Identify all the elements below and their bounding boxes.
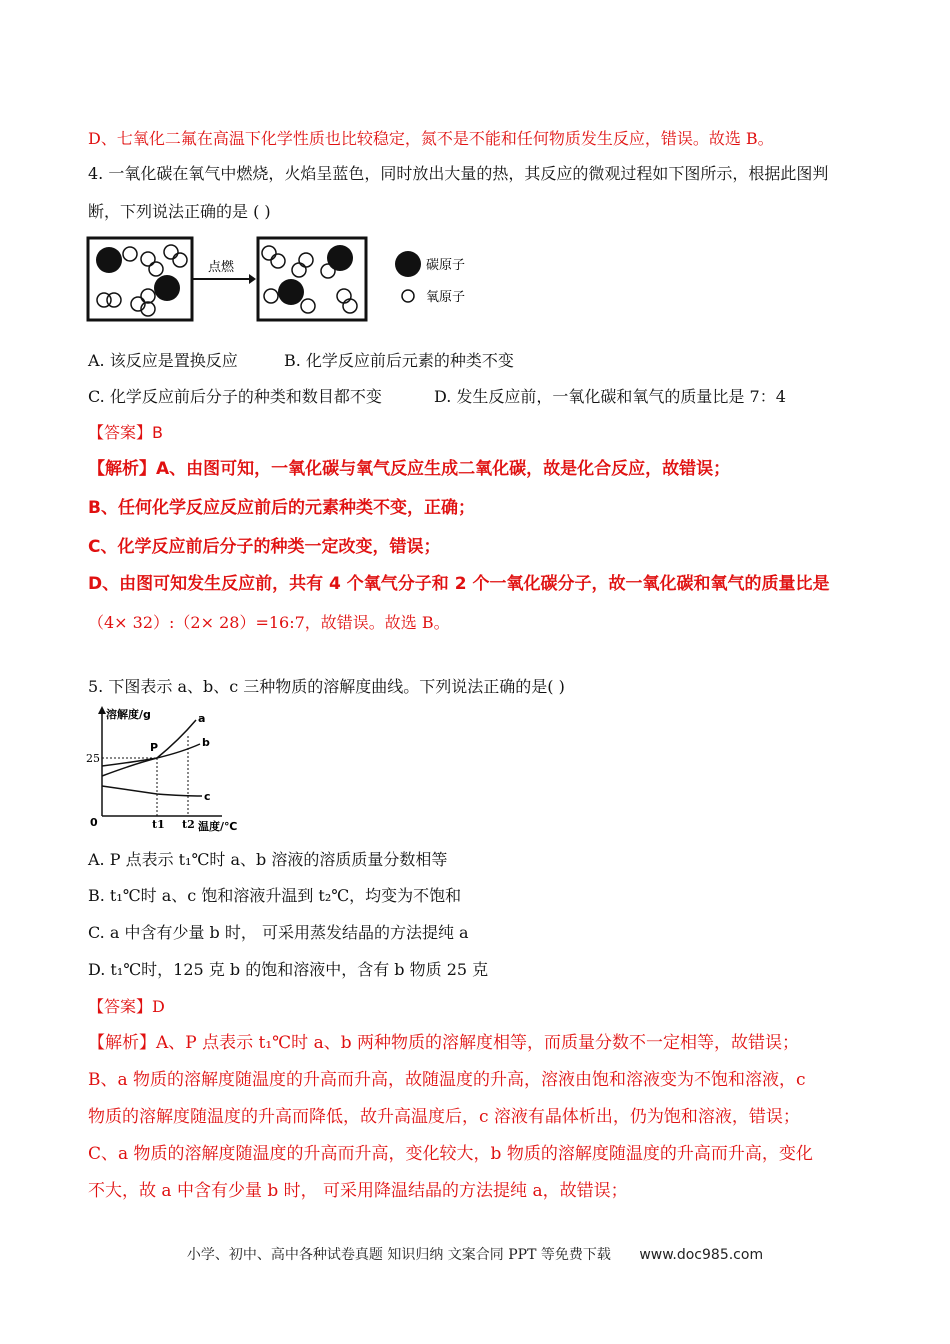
q4-analysis-2: B、任何化学反应反应前后的元素种类不变，正确； (88, 498, 475, 518)
q4-option-b: B. 化学反应前后元素的种类不变 (284, 351, 514, 370)
q5-analysis-1: 【解析】A、P 点表示 t₁℃时 a、b 两种物质的溶解度相等，而质量分数不一定相等，故错误； (88, 1033, 800, 1053)
y-axis-arrow (98, 706, 106, 714)
footer-url[interactable]: www.doc985.com (639, 1247, 764, 1263)
q5-analysis-4: C、a 物质的溶解度随温度的升高而升高，变化较大，b 物质的溶解度随温度的升高而升高，变化 (88, 1144, 813, 1164)
legend-carbon-icon (395, 251, 421, 277)
carbon-atom (327, 245, 353, 271)
carbon-atom (96, 247, 122, 273)
prev-analysis-d: D、七氧化二氟在高温下化学性质也比较稳定，氮不是不能和任何物质发生反应，错误。故选 B。 (88, 129, 774, 148)
curve-b-label: b (202, 736, 210, 749)
q5-analysis-2: B、a 物质的溶解度随温度的升高而升高，故随温度的升高，溶液由饱和溶液变为不饱和溶液，c (88, 1070, 806, 1090)
reaction-diagram (86, 236, 486, 326)
q5-option-d: D. t₁℃时，125 克 b 的饱和溶液中，含有 b 物质 25 克 (88, 960, 489, 979)
q5-analysis-3: 物质的溶解度随温度的升高而降低，故升高温度后，c 溶液有晶体析出，仍为饱和溶液，错误； (88, 1107, 800, 1127)
footer-text: 小学、初中、高中各种试卷真题 知识归纳 文案合同 PPT 等免费下载 (186, 1247, 611, 1263)
q5-option-a: A. P 点表示 t₁℃时 a、b 溶液的溶质质量分数相等 (88, 850, 448, 869)
curve-c (102, 786, 202, 796)
q4-analysis-3: C、化学反应前后分子的种类一定改变，错误； (88, 537, 441, 557)
x-tick-t2: t2 (182, 818, 195, 831)
arrow-label: 点燃 (208, 260, 235, 275)
curve-a (102, 720, 196, 776)
page-footer (0, 1244, 950, 1264)
q5-analysis-5: 不大，故 a 中含有少量 b 时， 可采用降温结晶的方法提纯 a，故错误； (88, 1181, 628, 1201)
q5-stem: 5. 下图表示 a、b、c 三种物质的溶解度曲线。下列说法正确的是( ) (88, 677, 565, 696)
y-axis-label: 溶解度/g (106, 708, 151, 721)
y-tick-25: 25 (86, 752, 100, 765)
x-tick-t1: t1 (152, 818, 165, 831)
legend-carbon-label: 碳原子 (426, 258, 466, 273)
curve-a-label: a (198, 712, 206, 725)
q4-analysis-1: 【解析】A、由图可知，一氧化碳与氧气反应生成二氧化碳，故是化合反应，故错误； (88, 459, 731, 479)
x-axis-label: 温度/℃ (198, 820, 238, 833)
legend-oxygen-icon (402, 290, 414, 302)
point-p-label: P (150, 741, 159, 754)
q4-stem-line2: 断，下列说法正确的是 ( ) (88, 202, 271, 221)
q4-answer: 【答案】B (88, 423, 163, 442)
q5-option-c: C. a 中含有少量 b 时， 可采用蒸发结晶的方法提纯 a (88, 923, 469, 942)
carbon-atom (154, 275, 180, 301)
q4-analysis-5: （4× 32）:（2× 28）=16:7，故错误。故选 B。 (88, 613, 450, 632)
legend-oxygen-label: 氧原子 (426, 290, 466, 305)
origin-label: 0 (90, 816, 98, 829)
curve-c-label: c (204, 790, 211, 803)
arrow-head (249, 274, 256, 284)
q4-analysis-4: D、由图可知发生反应前，共有 4 个氧气分子和 2 个一氧化碳分子，故一氧化碳和氧气的质量比是 (88, 574, 830, 594)
q4-option-c: C. 化学反应前后分子的种类和数目都不变 (88, 387, 382, 406)
q5-option-b: B. t₁℃时 a、c 饱和溶液升温到 t₂℃，均变为不饱和 (88, 886, 462, 905)
solubility-chart (84, 704, 254, 838)
q4-option-a: A. 该反应是置换反应 (88, 351, 238, 370)
carbon-atom (278, 279, 304, 305)
q4-stem-line1: 4. 一氧化碳在氧气中燃烧，火焰呈蓝色，同时放出大量的热，其反应的微观过程如下图所示，根据此图判 (88, 164, 829, 183)
q4-option-d: D. 发生反应前，一氧化碳和氧气的质量比是 7：4 (434, 387, 786, 406)
q5-answer: 【答案】D (88, 997, 165, 1016)
